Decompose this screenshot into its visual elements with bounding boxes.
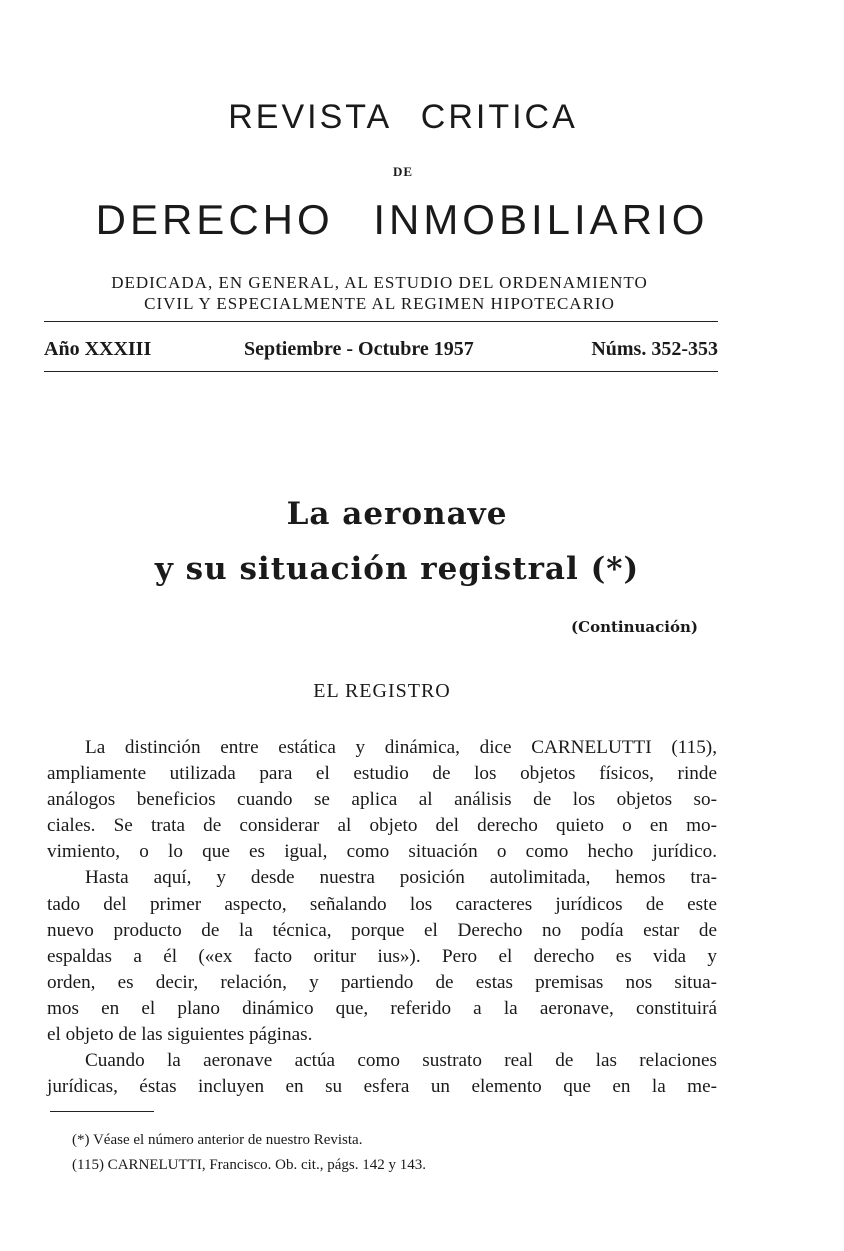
body-line: ampliamente utilizada para el estudio de los objetos físicos, rinde [47,763,717,785]
body-line: ciales. Se trata de considerar al objeto del derecho quieto o en mo- [47,815,717,837]
footnotes [72,1128,426,1178]
body-line: Hasta aquí, y desde nuestra posición autolimitada, hemos tra- [85,867,717,889]
footnote: (115) CARNELUTTI, Francisco. Ob. cit., págs. 142 y 143. [72,1157,426,1173]
footnote: (*) Véase el número anterior de nuestro Revista. [72,1132,363,1148]
body-line: jurídicas, éstas incluyen en su esfera un elemento que en la me- [47,1076,717,1098]
issue-info [44,338,718,366]
masthead-rule-top [44,321,718,322]
issue-date: Septiembre - Octubre 1957 [244,338,474,360]
body-line: mos en el plano dinámico que, referido a la aeronave, constituirá [47,997,717,1019]
body-line: orden, es decir, relación, y partiendo de estas premisas nos situa- [47,971,717,993]
article-body [47,735,717,1100]
section-heading: EL REGISTRO [313,680,451,702]
dedication-line-1: DEDICADA, EN GENERAL, AL ESTUDIO DEL ORDENAMIENTO [111,273,648,292]
journal-title-connector: DE [392,164,414,179]
issue-numbers: Núms. 352-353 [591,338,718,360]
issue-year: Año XXXIII [44,338,152,360]
body-line: Cuando la aeronave actúa como sustrato real de las relaciones [85,1050,717,1072]
journal-title-line-1: REVISTA CRITICA [228,98,578,136]
article-title-line-1: La aeronave [286,496,508,532]
masthead-rule-bottom [44,371,718,372]
body-line: vimiento, o lo que es igual, como situación o como hecho jurídico. [47,841,717,863]
journal-title-line-2: DERECHO INMOBILIARIO [95,196,709,243]
footnote-separator [50,1111,154,1112]
body-line: análogos beneficios cuando se aplica al análisis de los objetos so- [47,789,717,811]
body-line: La distinción entre estática y dinámica, dice CARNELUTTI (115), [85,737,717,758]
body-line: nuevo producto de la técnica, porque el Derecho no podía estar de [47,919,717,941]
dedication-line-2: CIVIL Y ESPECIALMENTE AL REGIMEN HIPOTECARIO [144,294,615,313]
body-line: el objeto de las siguientes páginas. [47,1024,313,1046]
body-line: espaldas a él («ex facto oritur ius»). Pero el derecho es vida y [47,945,717,967]
article-title-line-2: y su situación registral (*) [154,551,640,587]
body-line: tado del primer aspecto, señalando los caracteres jurídicos de este [47,893,717,915]
continuation-note: (Continuación) [571,618,698,636]
